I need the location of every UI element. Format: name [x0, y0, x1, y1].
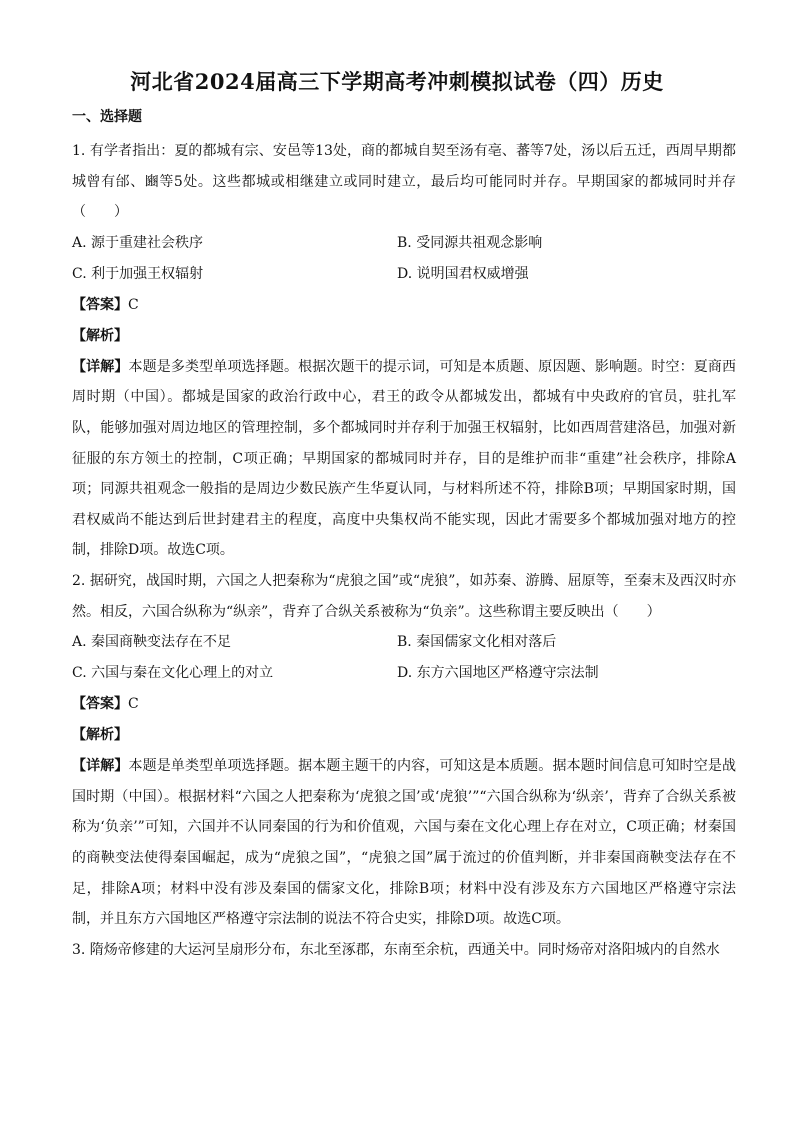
answer-tag: 【答案】: [72, 296, 128, 313]
answer-line: [72, 689, 736, 720]
option-c: C. 利于加强王权辐射: [72, 265, 204, 282]
question-stem: 3. 隋炀帝修建的大运河呈扇形分布，东北至涿郡，东南至余杭，西通关中。同时炀帝对洛阳城内的自然水: [72, 941, 720, 958]
analysis-tag: 【解析】: [72, 327, 128, 344]
analysis-tag: 【解析】: [72, 727, 128, 744]
answer-value: C: [128, 696, 139, 713]
option-d: D. 说明国君权威增强: [397, 265, 529, 282]
option-a: A. 源于重建社会秩序: [72, 234, 204, 251]
question-2: [72, 566, 736, 935]
detail-text: 本题是多类型单项选择题。根据次题干的提示词，可知是本质题、原因题、影响题。时空：夏商西周时期（中国）。都城是国家的政治行政中心，君王的政令从都城发出，都城有中央政府的官员，驻扎军队，能够加强对周边地区的管理控制，多个都城同时并存利于加强王权辐射，比如西周营建洛邑，加强对新征服的东方领土的控制，C项正确；早期国家的都城同时并存，目的是维护而非“重建”社会秩序，排除A项；同源共祖观念一般指的是周边少数民族产生华夏认同，与材料所述不符，排除B项；早期国家时期，国君权威尚不能达到后世封建君主的程度，高度中央集权尚不能实现，因此才需要多个都城加强对地方的控制，排除D项。故选C项。: [72, 358, 737, 559]
page-title: 河北省2024届高三下学期高考冲刺模拟试卷（四）历史: [130, 69, 664, 94]
option-list: [72, 627, 736, 689]
detail-paragraph: [72, 352, 736, 566]
detail-paragraph: [72, 751, 736, 935]
detail-tag: 【详解】: [72, 358, 129, 375]
question-stem: 2. 据研究，战国时期，六国之人把秦称为“虎狼之国”或“虎狼”，如苏秦、游腾、屈原等，至秦末及西汉时亦然。相反，六国合纵称为“纵亲”，背弃了合纵关系被称为“负亲”。这些称谓主要反映出（ ）: [72, 572, 736, 620]
question-3: [72, 935, 736, 966]
option-a: A. 秦国商鞅变法存在不足: [72, 634, 232, 651]
detail-tag: 【详解】: [72, 758, 129, 775]
section-heading: 一、选择题: [72, 109, 142, 125]
answer-line: [72, 290, 736, 321]
option-c: C. 六国与秦在文化心理上的对立: [72, 665, 274, 682]
analysis-line: [72, 720, 736, 751]
option-d: D. 东方六国地区严格遵守宗法制: [397, 665, 599, 682]
document-body: [72, 106, 736, 965]
option-list: [72, 228, 736, 290]
answer-value: C: [128, 296, 139, 313]
detail-text: 本题是单类型单项选择题。据本题主题干的内容，可知这是本质题。据本题时间信息可知时空是战国时期（中国）。根据材料“六国之人把秦称为‘虎狼之国’或‘虎狼’”“六国合纵称为‘纵亲’，背弃了合纵关系被称为‘负亲’”可知，六国并不认同秦国的行为和价值观，六国与秦在文化心理上存在对立，C项正确；材秦国的商鞅变法使得秦国崛起，成为“虎狼之国”，“虎狼之国”属于流过的价值判断，并非秦国商鞅变法存在不足，排除A项；材料中没有涉及秦国的儒家文化，排除B项；材料中没有涉及东方六国地区严格遵守宗法制，并且东方六国地区严格遵守宗法制的说法不符合史实，排除D项。故选C项。: [72, 758, 737, 928]
answer-tag: 【答案】: [72, 696, 128, 713]
question-1: [72, 136, 736, 566]
option-b: B. 秦国儒家文化相对落后: [397, 634, 557, 651]
option-b: B. 受同源共祖观念影响: [397, 234, 543, 251]
question-stem: 1. 有学者指出：夏的都城有宗、安邑等13处，商的都城自契至汤有亳、蕃等7处，汤以后五迁，西周早期都城曾有邰、豳等5处。这些都城或相继建立或同时建立，最后均可能同时并存。早期国家的都城同时并存（ ）: [72, 143, 736, 221]
analysis-line: [72, 321, 736, 352]
